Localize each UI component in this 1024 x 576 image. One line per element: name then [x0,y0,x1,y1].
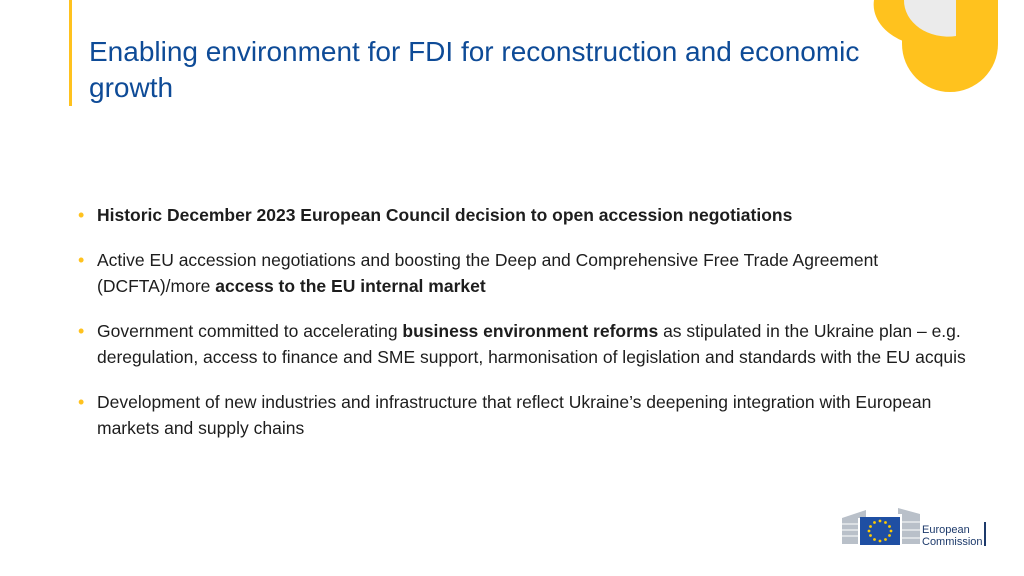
bullet-dot-icon: • [78,205,85,225]
bullet-dot-icon: • [78,321,85,341]
slide-title: Enabling environment for FDI for reconstruction and economic growth [89,36,860,103]
logo-divider [984,522,986,546]
logo-line-2: Commission [922,536,983,548]
title-accent-bar [69,0,72,106]
logo-wordmark [922,524,983,548]
bullet-2-text-a: Government committed to accelerating [97,321,403,341]
bullet-2-bold: business environment reforms [402,321,659,341]
bullet-0-bold: Historic December 2023 European Council decision to open accession negotiations [97,205,793,225]
bullet-1-text: Active EU accession negotiations and boosting the Deep and Comprehensive Free Trade Agreement (DCFTA)/more [97,250,879,296]
bullet-dot-icon: • [78,392,85,412]
bullet-list [78,202,978,460]
logo-line-1: European [922,524,970,536]
bullet-1-bold: access to the EU internal market [215,276,486,296]
bullet-item [78,389,978,441]
bullet-text-0 [97,205,792,225]
bullet-dot-icon: • [78,250,85,270]
bullet-3-text: Development of new industries and infrastructure that reflect Ukraine’s deepening integration with European markets and supply chains [97,392,932,438]
bullet-text-2 [97,321,966,367]
bullet-item [78,247,978,299]
bullet-text-1 [97,250,878,296]
bullet-2-text-b: as stipulated in the Ukraine plan – e.g. deregulation, access to finance and SME support, harmonisation of legislation and standards with the EU acquis [97,321,966,367]
decorative-shapes-icon [870,0,1000,92]
bullet-text-3 [97,392,931,438]
bullet-item [78,202,978,228]
bullet-item [78,318,978,370]
